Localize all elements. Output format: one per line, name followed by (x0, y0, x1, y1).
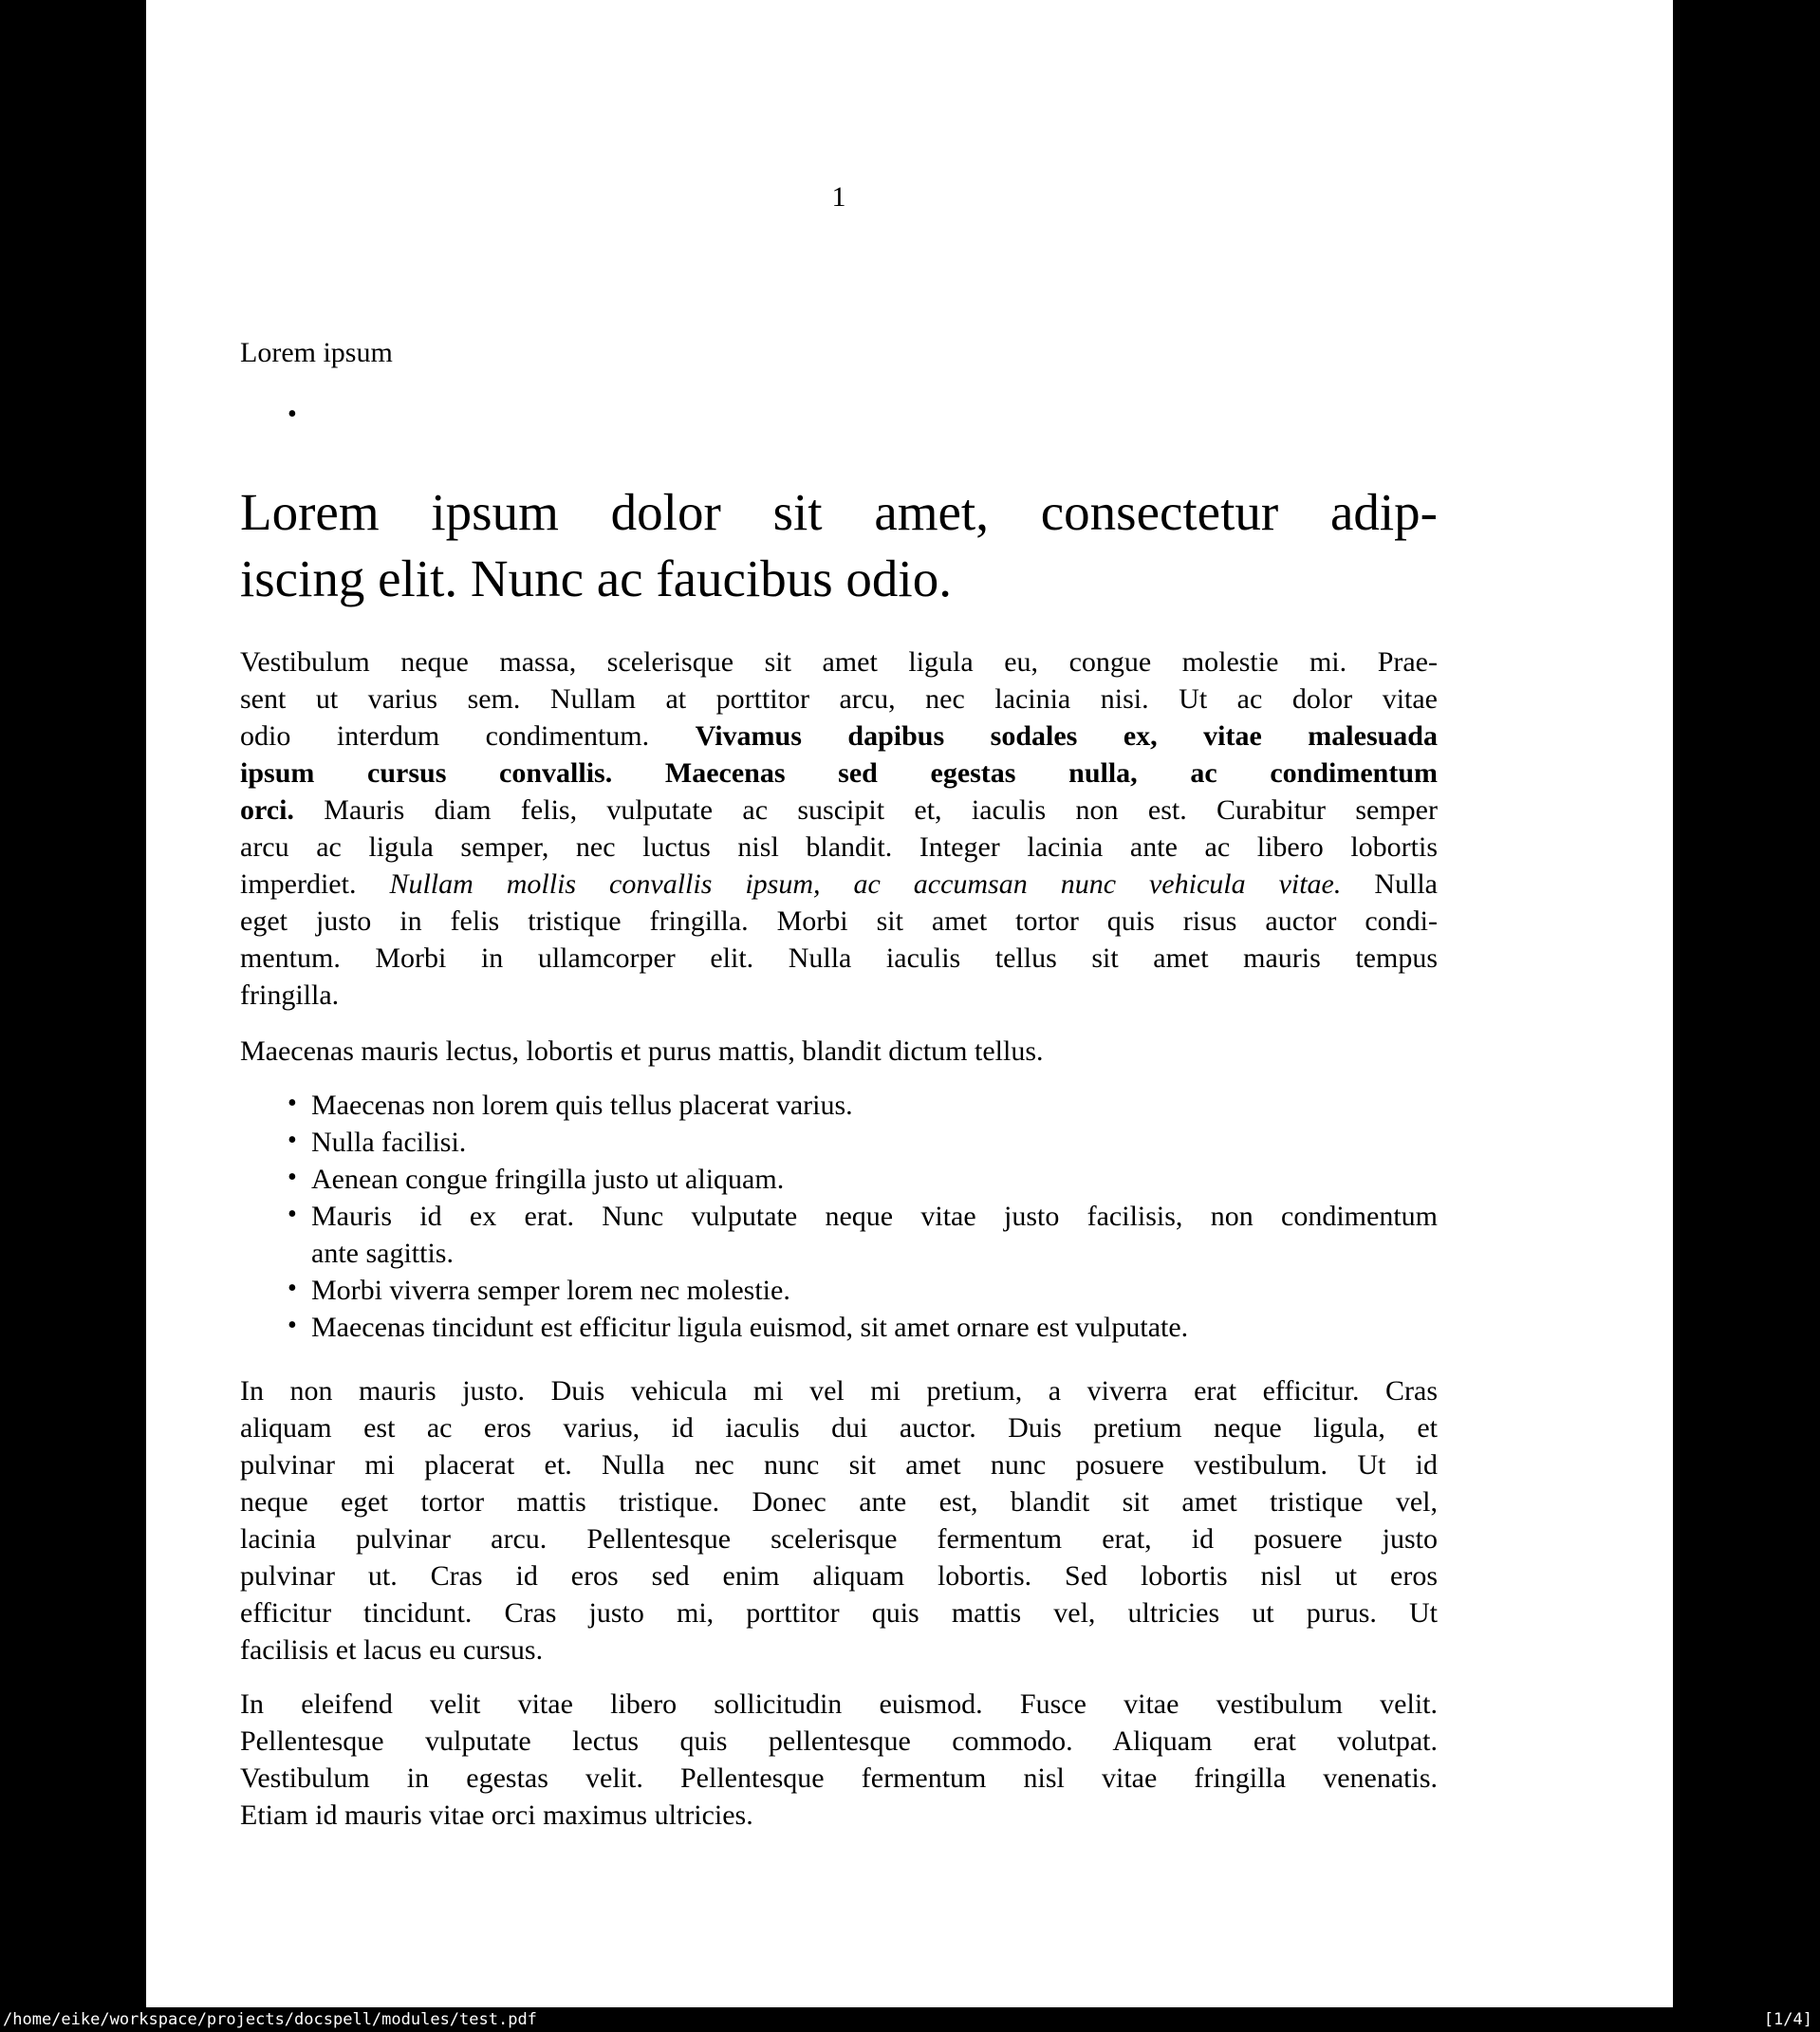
page-content (240, 0, 1438, 1834)
text-line: In non mauris justo. Duis vehicula mi vel mi pretium, a viverra erat efficitur. Cras (240, 1375, 1438, 1407)
empty-list-item (240, 398, 1438, 435)
text-line: lacinia pulvinar arcu. Pellentesque scelerisque fermentum erat, id posuere justo (240, 1523, 1438, 1555)
text-line: Maecenas mauris lectus, lobortis et purus mattis, blandit dictum tellus. (240, 1035, 1044, 1067)
text-line: neque eget tortor mattis tristique. Donec ante est, blandit sit amet tristique vel, (240, 1486, 1438, 1518)
intro-text: Lorem ipsum (240, 337, 393, 368)
text-line: pulvinar mi placerat et. Nulla nec nunc sit amet nunc posuere vestibulum. Ut id (240, 1449, 1438, 1481)
text-line: Maecenas non lorem quis tellus placerat varius. (311, 1090, 853, 1121)
list-item (240, 1161, 1438, 1198)
empty-bullet-list (240, 398, 1438, 435)
bullet-icon: • (288, 400, 297, 429)
text-line: imperdiet. Nullam mollis convallis ipsum, ac accumsan nunc vehicula vitae. Nulla (240, 868, 1438, 900)
text-line: Etiam id mauris vitae orci maximus ultricies. (240, 1799, 753, 1831)
text-line: pulvinar ut. Cras id eros sed enim aliquam lobortis. Sed lobortis nisl ut eros (240, 1560, 1438, 1592)
text-line: Maecenas tincidunt est efficitur ligula euismod, sit amet ornare est vulputate. (311, 1312, 1189, 1343)
text-line: odio interdum condimentum. Vivamus dapibus sodales ex, vitae malesuada (240, 720, 1438, 752)
list-item-text (311, 1198, 1438, 1272)
list-item-text (311, 1124, 1438, 1161)
list-item (240, 1272, 1438, 1309)
list-item (240, 1198, 1438, 1272)
bullet-icon: • (288, 1163, 297, 1192)
list-item (240, 1309, 1438, 1346)
paragraph-2 (240, 1033, 1438, 1070)
list-item-text (311, 1161, 1438, 1198)
text-line: iscing elit. Nunc ac faucibus odio. (240, 550, 952, 607)
text-line: eget justo in felis tristique fringilla. Morbi sit amet tortor quis risus auctor condi- (240, 905, 1438, 937)
text-line: ante sagittis. (311, 1238, 454, 1269)
bullet-icon: • (288, 1200, 297, 1229)
statusbar (0, 2007, 1820, 2032)
bullet-list (240, 1087, 1438, 1346)
list-item-text (311, 1309, 1438, 1346)
text-line: Vestibulum neque massa, scelerisque sit amet ligula eu, congue molestie mi. Prae- (240, 646, 1438, 678)
page-number: 1 (831, 181, 846, 213)
text-line: Mauris id ex erat. Nunc vulputate neque vitae justo facilisis, non condimentum (311, 1201, 1438, 1232)
pdf-page[interactable] (146, 0, 1673, 2007)
text-line: aliquam est ac eros varius, id iaculis dui auctor. Duis pretium neque ligula, et (240, 1412, 1438, 1444)
bullet-icon: • (288, 1126, 297, 1155)
list-item (240, 1124, 1438, 1161)
text-line: fringilla. (240, 979, 340, 1011)
text-line: Nulla facilisi. (311, 1127, 467, 1158)
paragraph-1 (240, 643, 1438, 1014)
paragraph-3 (240, 1372, 1438, 1668)
text-line: In eleifend velit vitae libero sollicitudin euismod. Fusce vitae vestibulum velit. (240, 1688, 1438, 1720)
text-line: efficitur tincidunt. Cras justo mi, porttitor quis mattis vel, ultricies ut purus. Ut (240, 1597, 1438, 1629)
document-heading (240, 479, 1438, 612)
list-item (240, 1087, 1438, 1124)
text-line: Pellentesque vulputate lectus quis pellentesque commodo. Aliquam erat volutpat. (240, 1725, 1438, 1757)
list-item-text (311, 1087, 1438, 1124)
text-line: facilisis et lacus eu cursus. (240, 1634, 544, 1666)
text-line: mentum. Morbi in ullamcorper elit. Nulla iaculis tellus sit amet mauris tempus (240, 942, 1438, 974)
text-line: Lorem ipsum dolor sit amet, consectetur adip- (240, 483, 1438, 541)
statusbar-page-indicator: [1/4] (1763, 2010, 1812, 2029)
text-line: Morbi viverra semper lorem nec molestie. (311, 1275, 790, 1306)
text-line: Vestibulum in egestas velit. Pellentesque fermentum nisl vitae fringilla venenatis. (240, 1762, 1438, 1794)
paragraph-4 (240, 1686, 1438, 1834)
statusbar-filepath: /home/eike/workspace/projects/docspell/modules/test.pdf (3, 2010, 537, 2029)
bullet-icon: • (288, 1311, 297, 1340)
text-line: ipsum cursus convallis. Maecenas sed egestas nulla, ac condimentum (240, 757, 1438, 789)
text-line: arcu ac ligula semper, nec luctus nisl blandit. Integer lacinia ante ac libero lobortis (240, 831, 1438, 863)
text-line: orci. Mauris diam felis, vulputate ac suscipit et, iaculis non est. Curabitur semper (240, 794, 1438, 826)
text-line: Aenean congue fringilla justo ut aliquam. (311, 1164, 785, 1195)
text-line: sent ut varius sem. Nullam at porttitor arcu, nec lacinia nisi. Ut ac dolor vitae (240, 683, 1438, 715)
bullet-icon: • (288, 1089, 297, 1118)
bullet-icon: • (288, 1274, 297, 1303)
list-item-text (311, 1272, 1438, 1309)
